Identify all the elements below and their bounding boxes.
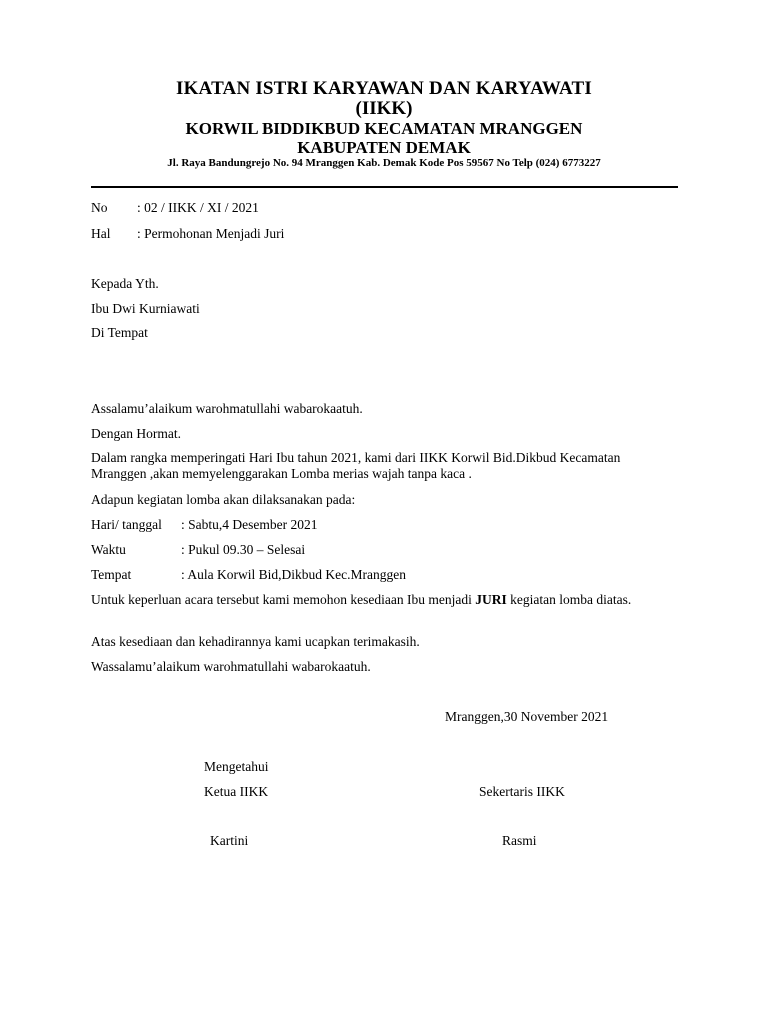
no-label: No	[91, 200, 108, 215]
request-text-bold: JURI	[475, 592, 507, 607]
letterhead-divider	[91, 186, 678, 188]
org-abbreviation: (IIKK)	[355, 98, 413, 119]
recipient-place: Di Tempat	[91, 325, 148, 340]
org-regency: KABUPATEN DEMAK	[297, 138, 471, 157]
org-name: IKATAN ISTRI KARYAWAN DAN KARYAWATI	[175, 78, 592, 99]
paragraph-request	[91, 592, 651, 608]
detail-place-label: Tempat	[91, 567, 132, 582]
closing-greeting: Wassalamu’alaikum warohmatullahi wabarokaatuh.	[91, 659, 371, 674]
recipient-salutation: Kepada Yth.	[91, 276, 159, 291]
subject-label: Hal	[91, 226, 111, 241]
detail-date-label: Hari/ tanggal	[91, 517, 162, 532]
org-branch: KORWIL BIDDIKBUD KECAMATAN MRANGGEN	[185, 119, 583, 138]
secretary-title: Sekertaris IIKK	[479, 784, 565, 799]
letter-subject: : Permohonan Menjadi Juri	[137, 226, 285, 241]
chair-title: Ketua IIKK	[204, 784, 269, 799]
letter-number: : 02 / IIKK / XI / 2021	[137, 200, 259, 215]
request-text-after: kegiatan lomba diatas.	[506, 592, 632, 607]
acknowledged-label: Mengetahui	[204, 759, 269, 774]
chair-name: Kartini	[210, 833, 249, 848]
secretary-name: Rasmi	[502, 833, 537, 848]
greeting: Assalamu’alaikum warohmatullahi wabarokaatuh.	[91, 401, 363, 416]
paragraph-schedule-intro: Adapun kegiatan lomba akan dilaksanakan pada:	[91, 492, 356, 507]
paragraph-intro: Dalam rangka memperingati Hari Ibu tahun 2021, kami dari IIKK Korwil Bid.Dikbud Kecamatan Mranggen ,akan memyelenggarakan Lomba merias wajah tanpa kaca .	[91, 450, 621, 481]
recipient-name: Ibu Dwi Kurniawati	[91, 301, 200, 316]
detail-time-label: Waktu	[91, 542, 126, 557]
request-text-before: Untuk keperluan acara tersebut kami memohon kesediaan Ibu menjadi	[91, 592, 476, 607]
detail-place-value: : Aula Korwil Bid,Dikbud Kec.Mranggen	[181, 567, 406, 582]
detail-date-value: : Sabtu,4 Desember 2021	[181, 517, 318, 532]
place-date: Mranggen,30 November 2021	[445, 709, 609, 724]
paragraph-thanks: Atas kesediaan dan kehadirannya kami ucapkan terimakasih.	[91, 634, 420, 649]
opening: Dengan Hormat.	[91, 426, 181, 441]
org-address: Jl. Raya Bandungrejo No. 94 Mranggen Kab. Demak Kode Pos 59567 No Telp (024) 6773227	[167, 157, 601, 169]
detail-time-value: : Pukul 09.30 – Selesai	[181, 542, 306, 557]
